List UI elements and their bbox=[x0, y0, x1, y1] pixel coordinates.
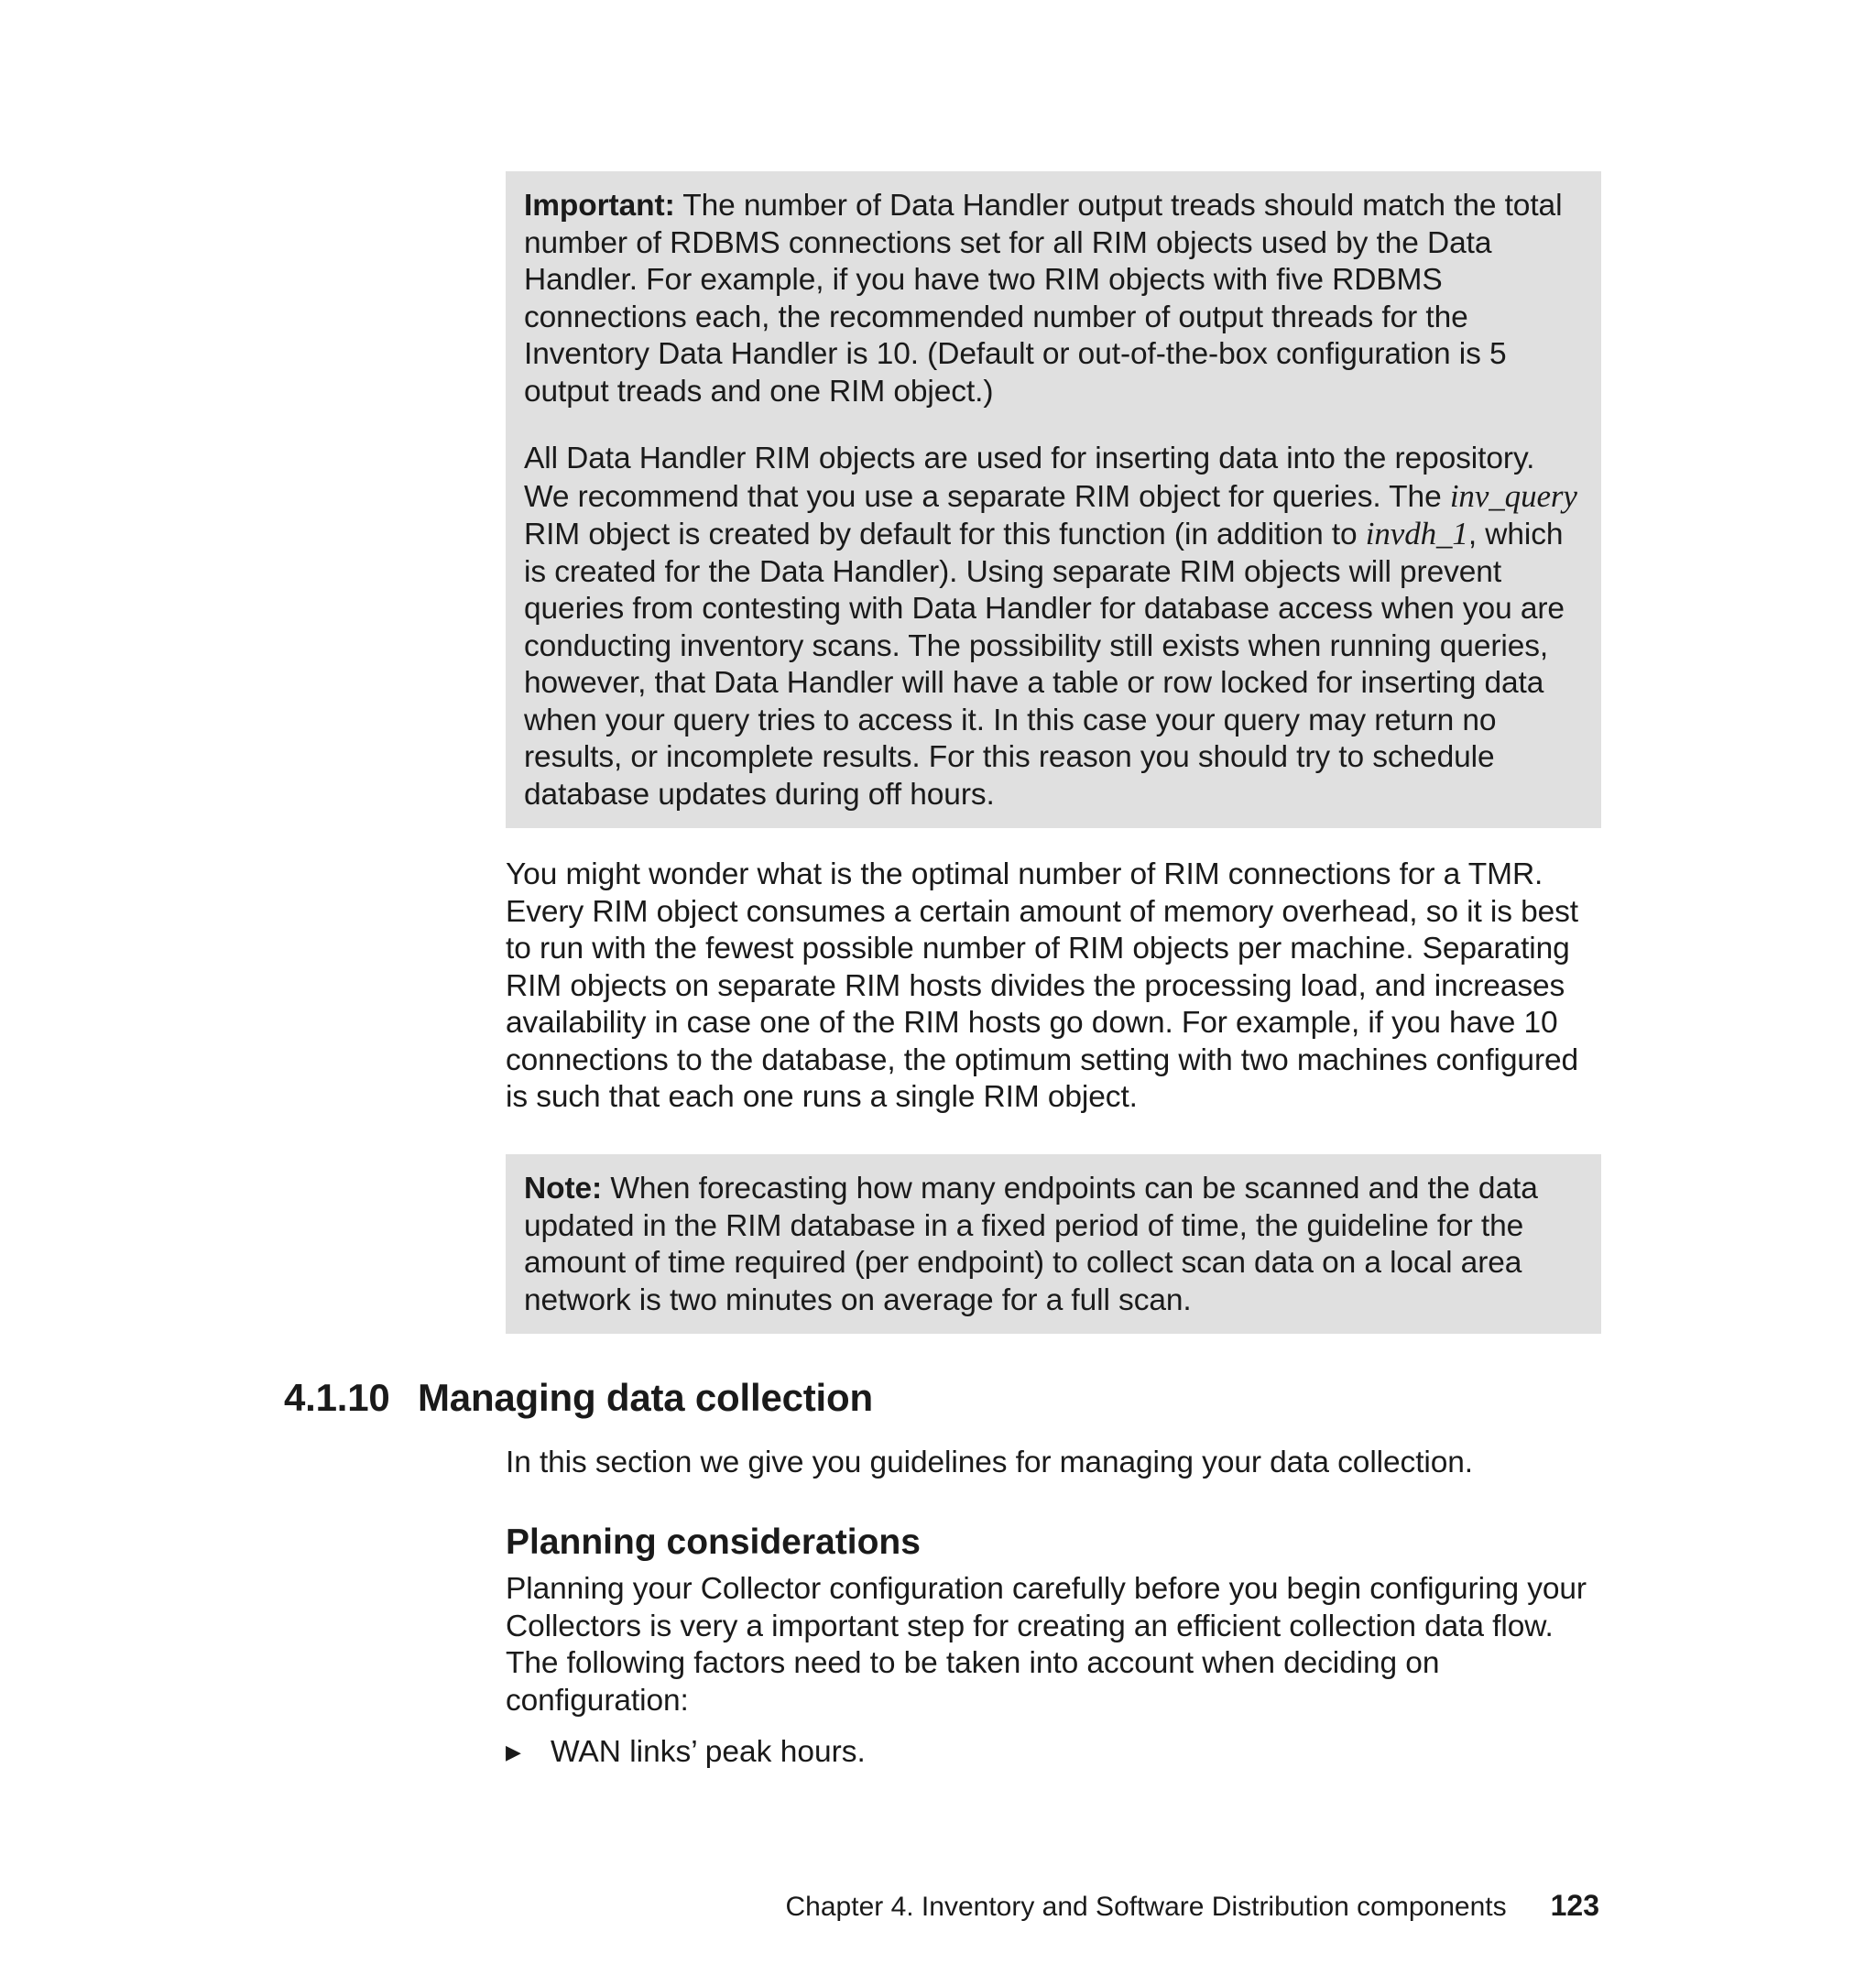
important-label: Important: bbox=[524, 189, 675, 223]
term-inv-query: inv_query bbox=[1449, 477, 1577, 514]
important-text-2c: , which is created for the Data Handler). Using separate RIM objects will prevent queries from contesting with Data Handler for database access when you are conducting inventory scans. The possibility still exists when running queries, however, that Data Handler will have a table or row locked for inserting data when your query tries to access it. In this case your query may return no results, or incomplete results. For this reason you should try to schedule database updates during off hours. bbox=[524, 518, 1565, 812]
note-paragraph bbox=[524, 1171, 1583, 1319]
page-footer bbox=[786, 1887, 1599, 1926]
section-intro-text: In this section we give you guidelines for managing your data collection. bbox=[506, 1446, 1474, 1479]
section-intro bbox=[506, 1445, 1605, 1482]
term-invdh-1: invdh_1 bbox=[1365, 516, 1468, 551]
footer-chapter: Chapter 4. Inventory and Software Distribution components bbox=[785, 1892, 1507, 1922]
triangle-bullet-icon: ▶ bbox=[506, 1740, 521, 1763]
important-paragraph-1 bbox=[524, 188, 1583, 410]
important-text-1: The number of Data Handler output treads should match the total number of RDBMS connections set for all RIM objects used by the Data Handler. For example, if you have two RIM objects with five RDBMS connections each, the recommended number of output threads for the Inventory Data Handler is 10. (Default or out-of-the-box configuration is 5 output treads and one RIM object.) bbox=[524, 189, 1563, 409]
important-paragraph-2 bbox=[524, 441, 1583, 813]
page-number: 123 bbox=[1550, 1889, 1599, 1922]
important-text-2a: All Data Handler RIM objects are used for inserting data into the repository. We recommend that you use a separate RIM object for queries. The bbox=[524, 442, 1535, 514]
rim-connections-paragraph bbox=[506, 857, 1605, 1117]
section-number: 4.1.10 bbox=[284, 1376, 390, 1419]
planning-text: Planning your Collector configuration carefully before you begin configuring your Collectors is very a important step for creating an efficient collection data flow. The following factors need to be taken into account when deciding on configuration: bbox=[506, 1572, 1587, 1718]
subsection-heading: Planning considerations bbox=[506, 1522, 921, 1562]
note-label: Note: bbox=[524, 1172, 603, 1206]
rim-paragraph-text: You might wonder what is the optimal number of RIM connections for a TMR. Every RIM object consumes a certain amount of memory overhead, so it is best to run with the fewest possible number of RIM objects per machine. Separating RIM objects on separate RIM hosts divides the processing load, and increases availability in case one of the RIM hosts go down. For example, if you have 10 connections to the database, the optimum setting with two machines configured is such that each one runs a single RIM object. bbox=[506, 857, 1579, 1114]
section-title: Managing data collection bbox=[418, 1376, 873, 1419]
section-heading bbox=[284, 1374, 873, 1422]
important-text-2b: RIM object is created by default for this function (in addition to bbox=[524, 518, 1366, 551]
note-text: When forecasting how many endpoints can be scanned and the data updated in the RIM database in a fixed period of time, the guideline for the amount of time required (per endpoint) to collect scan data on a local area network is two minutes on average for a full scan. bbox=[524, 1172, 1538, 1317]
important-callout bbox=[506, 171, 1601, 828]
note-callout bbox=[506, 1154, 1601, 1334]
planning-paragraph bbox=[506, 1571, 1605, 1719]
list-item-text: WAN links’ peak hours. bbox=[551, 1735, 866, 1769]
